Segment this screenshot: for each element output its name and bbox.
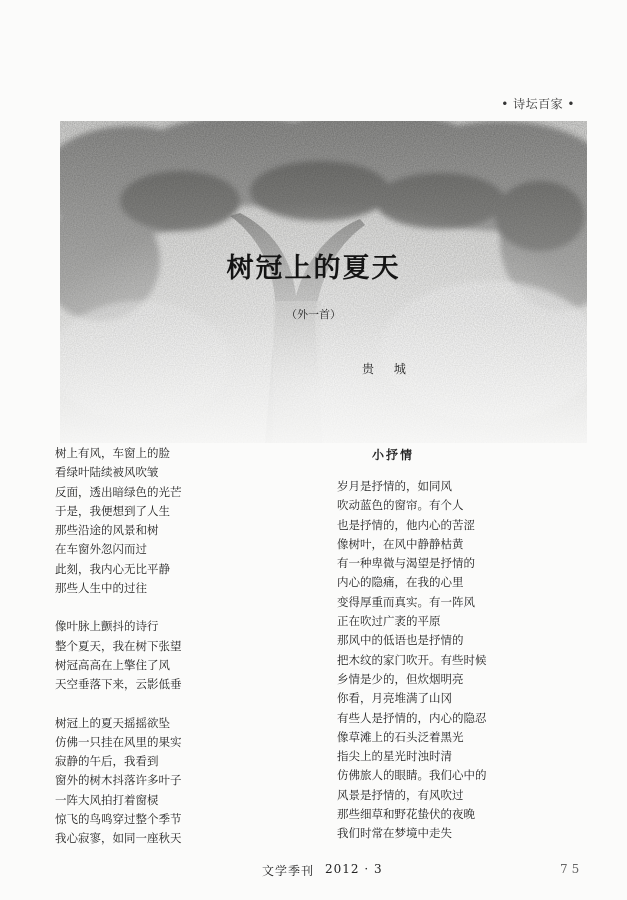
- poem-line: 风景是抒情的，有风吹过: [337, 787, 464, 802]
- poem-line: 乡情是少的，但炊烟明亮: [337, 671, 464, 686]
- poem-line: 在车窗外忽闪而过: [55, 542, 147, 557]
- poem-line: 像树叶，在风中静静枯黄: [337, 536, 464, 551]
- poem-line: 惊飞的鸟鸣穿过整个季节: [55, 812, 182, 827]
- poem-line: 于是，我便想到了人生: [55, 503, 170, 518]
- poem-line: 天空垂落下来，云影低垂: [55, 677, 182, 692]
- author-name: 贵 城: [362, 362, 414, 376]
- stanza: [55, 714, 182, 849]
- page-number: 75: [560, 862, 584, 876]
- poem-line: 像叶脉上颤抖的诗行: [55, 619, 159, 634]
- poem-line: 我心寂寥，如同一座秋天: [55, 831, 182, 846]
- poem-line: 内心的隐痛，在我的心里: [337, 575, 464, 590]
- poem-line: 反面，透出暗绿色的光芒: [55, 484, 182, 499]
- poem-line: 岁月是抒情的，如同风: [337, 479, 452, 493]
- poem-line: 吹动蓝色的窗帘。有个人: [337, 498, 464, 513]
- poem-line: 仿佛一只挂在风里的果实: [55, 734, 182, 749]
- poem-line: 一阵大风拍打着窗棂: [55, 792, 159, 807]
- poem-line: 仿佛旅人的眼睛。我们心中的: [337, 768, 487, 783]
- poem-line: 树冠高高在上擎住了风: [55, 657, 170, 672]
- poem-line: 正在吹过广袤的平原: [337, 614, 441, 629]
- poem-body-left: [55, 444, 182, 849]
- poem-line: 此刻，我内心无比平静: [55, 561, 170, 576]
- second-poem-title: 小抒情: [372, 448, 415, 462]
- poem-line: 那些人生中的过往: [55, 581, 147, 596]
- poem-line: 有些人是抒情的，内心的隐忍: [337, 710, 487, 725]
- poem-line: 有一种卑微与渴望是抒情的: [337, 556, 475, 571]
- poem-line: 指尖上的星光时浊时清: [337, 749, 452, 764]
- poem-line: 看绿叶陆续被风吹皱: [55, 465, 159, 480]
- poem-line: 那些细草和野花蛰伏的夜晚: [337, 807, 475, 822]
- poem-line: 窗外的树木抖落许多叶子: [55, 773, 182, 788]
- poem-line: 树上有风，车窗上的脸: [55, 446, 170, 460]
- poem-body-right: [337, 477, 487, 844]
- stanza: [55, 444, 182, 598]
- poem-line: 整个夏天，我在树下张望: [55, 638, 182, 653]
- poem-line: 树冠上的夏天摇摇欲坠: [55, 715, 170, 730]
- poem-line: 寂静的午后，我看到: [55, 754, 159, 769]
- stanza: [55, 617, 182, 694]
- poem-line: 你看，月亮堆满了山冈: [337, 691, 452, 706]
- journal-name: 文学季刊: [262, 864, 315, 878]
- poem-line: 变得厚重而真实。有一阵风: [337, 594, 475, 609]
- poem-line: 那风中的低语也是抒情的: [337, 633, 464, 648]
- poem-line: 那些沿途的风景和树: [55, 523, 159, 538]
- poem-title: 树冠上的夏天: [226, 253, 401, 284]
- poem-line: 像草滩上的石头泛着黑光: [337, 729, 464, 744]
- poem-subtitle: （外一首）: [286, 308, 341, 321]
- issue-number: 2012 · 3: [325, 862, 383, 876]
- section-tag: • 诗坛百家 •: [501, 97, 575, 111]
- poem-line: 把木纹的家门吹开。有些时候: [337, 652, 487, 667]
- poem-line: 也是抒情的，他内心的苦涩: [337, 517, 475, 532]
- poem-line: 我们时常在梦境中走失: [337, 826, 452, 841]
